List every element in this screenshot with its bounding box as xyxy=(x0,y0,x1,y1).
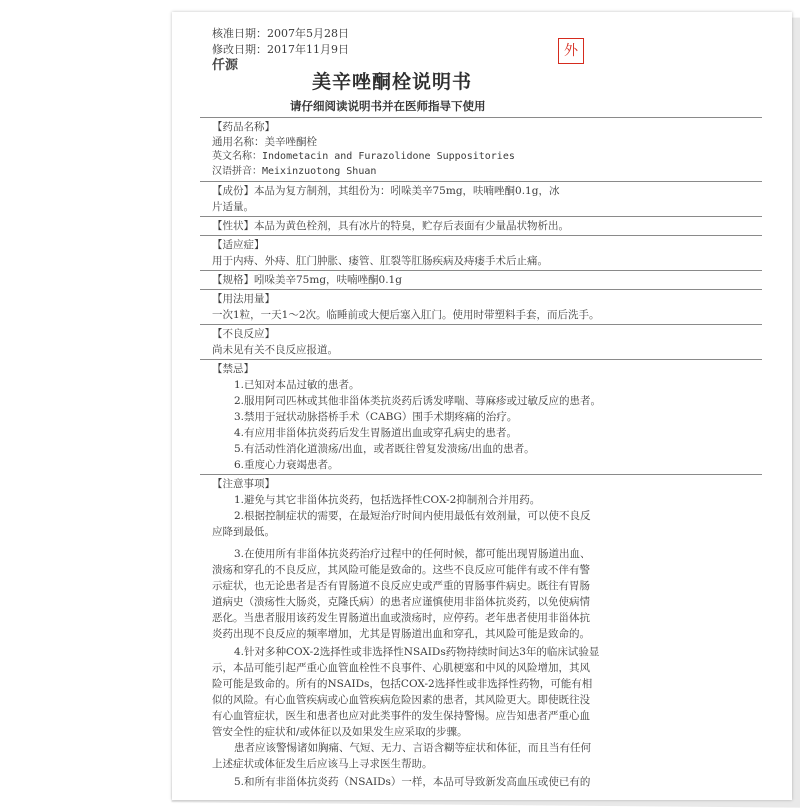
precaution-line: 炎药出现不良反应的频率增加，尤其是胃肠道出血和穿孔，其风险可能是致命的。 xyxy=(212,628,590,640)
precaution-line: 示，本品可能引起严重心血管血栓性不良事件、心肌梗塞和中风的风险增加，其风 xyxy=(212,662,590,674)
precaution-line: 应降到最低。 xyxy=(212,526,275,538)
indications-text: 用于内痔、外痔、肛门肿胀、瘘管、肛裂等肛肠疾病及痔瘘手术后止痛。 xyxy=(212,255,548,267)
divider xyxy=(200,235,762,236)
composition-line: 【成份】本品为复方制剂，其组份为：吲哚美辛75mg，呋喃唑酮0.1g，冰 xyxy=(212,185,560,197)
precaution-line: 似的风险。有心血管疾病或心血管疾病危险因素的患者，其风险更大。即使既往没 xyxy=(212,694,590,706)
precaution-line: 险可能是致命的。所有的NSAIDs，包括COX-2选择性或非选择性药物，可能有相 xyxy=(212,678,593,690)
divider xyxy=(200,474,762,475)
divider xyxy=(200,270,762,271)
document-title: 美辛唑酮栓说明书 xyxy=(312,71,473,93)
precaution-line: 2.根据控制症状的需要，在最短治疗时间内使用最低有效剂量，可以使不良反 xyxy=(234,510,591,522)
precaution-line: 溃疡和穿孔的不良反应，其风险可能是致命的。这些不良反应可能伴有或不伴有警 xyxy=(212,564,590,576)
divider xyxy=(200,181,762,182)
indications-heading: 【适应症】 xyxy=(212,239,265,251)
approval-date: 核准日期：2007年5月28日 xyxy=(212,27,349,40)
precaution-line: 4.针对多种COX-2选择性或非选择性NSAIDs药物持续时间达3年的临床试验显 xyxy=(234,646,600,658)
revision-date: 修改日期：2017年11月9日 xyxy=(212,43,349,56)
divider xyxy=(200,216,762,217)
precaution-line: 患者应该警惕诸如胸痛、气短、无力、言语含糊等症状和体征，而且当有任何 xyxy=(234,742,591,754)
contraindication-item: 6.重度心力衰竭患者。 xyxy=(234,459,339,471)
document-subtitle: 请仔细阅读说明书并在医师指导下使用 xyxy=(290,99,486,113)
usage-text: 一次1粒，一天1～2次。临睡前或大便后塞入肛门。使用时带塑料手套，而后洗手。 xyxy=(212,309,600,321)
contraindication-item: 2.服用阿司匹林或其他非甾体类抗炎药后诱发哮喘、荨麻疹或过敏反应的患者。 xyxy=(234,395,602,407)
drug-name-heading: 【药品名称】 xyxy=(212,121,275,133)
properties-text: 【性状】本品为黄色栓剂，具有冰片的特臭，贮存后表面有少量晶状物析出。 xyxy=(212,220,569,232)
generic-name: 通用名称：美辛唑酮栓 xyxy=(212,136,317,148)
precautions-heading: 【注意事项】 xyxy=(212,478,275,490)
usage-heading: 【用法用量】 xyxy=(212,293,275,305)
precaution-line: 5.和所有非甾体抗炎药（NSAIDs）一样，本品可导致新发高血压或使已有的 xyxy=(234,776,591,788)
pinyin-name: 汉语拼音：Meixinzuotong Shuan xyxy=(212,166,377,177)
external-use-stamp: 外 xyxy=(558,38,584,64)
composition-line: 片适量。 xyxy=(212,201,254,213)
contraindication-item: 1.已知对本品过敏的患者。 xyxy=(234,379,360,391)
specification-text: 【规格】吲哚美辛75mg，呋喃唑酮0.1g xyxy=(212,274,402,286)
precaution-line: 1.避免与其它非甾体抗炎药，包括选择性COX-2抑制剂合并用药。 xyxy=(234,494,541,506)
precaution-line: 管安全性的症状和/或体征以及如果发生应采取的步骤。 xyxy=(212,726,468,738)
divider xyxy=(200,359,762,360)
contraindication-item: 3.禁用于冠状动脉搭桥手术（CABG）围手术期疼痛的治疗。 xyxy=(234,411,518,423)
precaution-line: 3.在使用所有非甾体抗炎药治疗过程中的任何时候，都可能出现胃肠道出血、 xyxy=(234,548,591,560)
brand-logo: 仟源 xyxy=(212,58,239,73)
divider xyxy=(200,324,762,325)
adverse-heading: 【不良反应】 xyxy=(212,328,275,340)
divider xyxy=(200,289,762,290)
precaution-line: 示症状，也无论患者是否有胃肠道不良反应史或严重的胃肠事件病史。既往有胃肠 xyxy=(212,580,590,592)
english-name: 英文名称：Indometacin and Furazolidone Suppositories xyxy=(212,151,515,162)
divider xyxy=(200,117,762,118)
adverse-text: 尚未见有关不良反应报道。 xyxy=(212,344,338,356)
precaution-line: 道病史（溃疡性大肠炎，克隆氏病）的患者应谨慎使用非甾体抗炎药，以免使病情 xyxy=(212,596,590,608)
precaution-line: 有心血管症状，医生和患者也应对此类事件的发生保持警惕。应告知患者严重心血 xyxy=(212,710,590,722)
precaution-line: 恶化。当患者服用该药发生胃肠道出血或溃疡时，应停药。老年患者使用非甾体抗 xyxy=(212,612,590,624)
contraindication-item: 5.有活动性消化道溃疡/出血，或者既往曾复发溃疡/出血的患者。 xyxy=(234,443,535,455)
contraindications-heading: 【禁忌】 xyxy=(212,363,254,375)
contraindication-item: 4.有应用非甾体抗炎药后发生胃肠道出血或穿孔病史的患者。 xyxy=(234,427,518,439)
precaution-line: 上述症状或体征发生后应该马上寻求医生帮助。 xyxy=(212,758,433,770)
